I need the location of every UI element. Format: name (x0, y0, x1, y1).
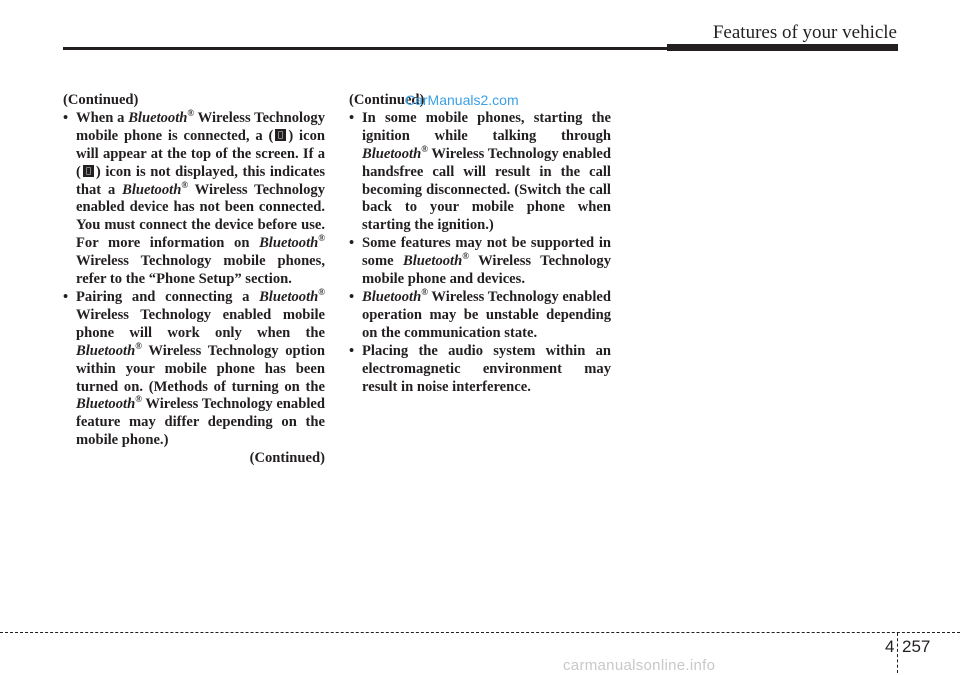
header-tab-bar (667, 44, 898, 51)
bullet-electromagnetic: • Placing the audio system within an electromagnetic environment may result in noise interference. (349, 343, 611, 397)
continued-label-bottom: (Continued) (249, 450, 325, 467)
bullet-features: • Some features may not be supported in some Bluetooth® Wireless Technology mobile phone and devices. (349, 235, 611, 289)
right-column (349, 92, 611, 396)
footer-page-number: 257 (902, 637, 931, 656)
phone-connected-icon (275, 129, 286, 141)
footer-chapter-number: 4 (885, 637, 895, 656)
left-column (63, 92, 325, 468)
footer-rule (0, 632, 960, 633)
bullet-unstable: • Bluetooth® Wireless Technology enabled operation may be unstable depending on the communication state. (349, 289, 611, 343)
bullet-ignition: • In some mobile phones, starting the ignition while talking through Bluetooth® Wireless Technology enabled handsfree call will result in the call becoming disconnected. (Switch the call back to your mobile phone when starting the ignition.) (349, 110, 611, 235)
watermark-top: CarManuals2.com (405, 92, 519, 108)
continued-label-top: (Continued) (63, 92, 139, 108)
bullet-connected-icon: • When a Bluetooth® Wireless Technology mobile phone is connected, a ( ) icon will appear at the top of the screen. If a ( ) icon is not displayed, this indicates that a Bluetooth® Wireless Technology enabled device has not been connected. You must connect the device before use. For more information on Bluetooth® Wireless Technology mobile phones, refer to the “Phone Setup” section. (63, 110, 325, 289)
continued-label-top-right: (Continued) (349, 92, 425, 108)
header-section-title: Features of your vehicle (712, 22, 897, 43)
footer-page-separator (897, 633, 898, 673)
footer-site-watermark: carmanualsonline.info (563, 657, 716, 674)
phone-connected-icon (83, 165, 94, 177)
bullet-pairing: • Pairing and connecting a Bluetooth® Wireless Technology enabled mobile phone will work only when the Bluetooth® Wireless Technology option within your mobile phone has been turned on. (Methods of turning on the Bluetooth® Wireless Technology enabled feature may differ depending on the mobile phone.) (63, 289, 325, 450)
